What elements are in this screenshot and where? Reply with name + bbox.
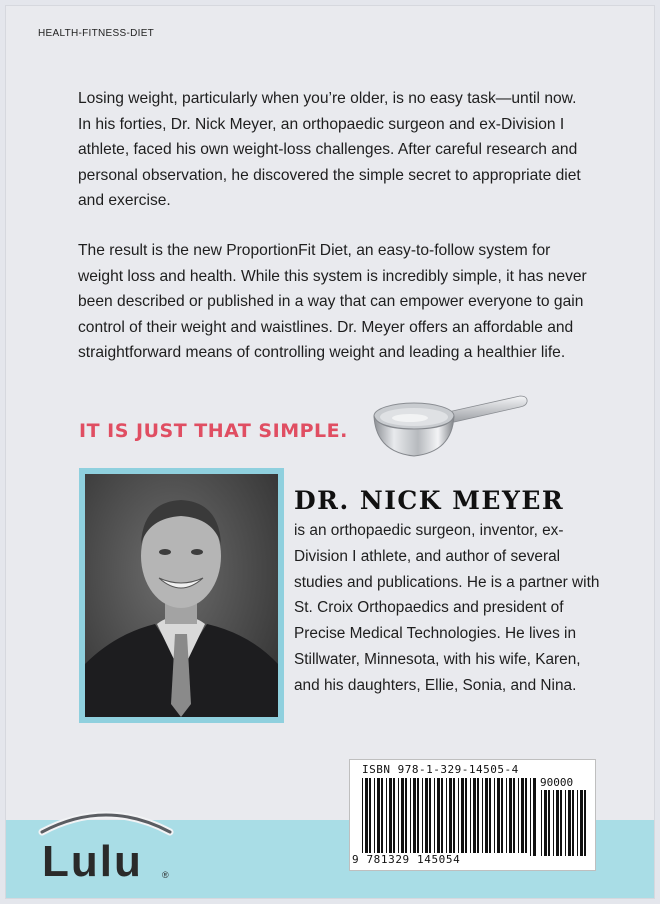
barcode-digits: 9 781329 145054 xyxy=(352,853,527,866)
author-portrait-illustration xyxy=(85,474,278,717)
author-name: DR. NICK MEYER xyxy=(294,486,565,515)
barcode-price-code: 90000 xyxy=(540,776,574,789)
author-photo-frame xyxy=(79,468,284,723)
description-paragraph-1: Losing weight, particularly when you’re older, is no easy task—until now. In his forties, Dr. Nick Meyer, an orthopaedic surgeon and ex-Division I athlete, faced his own weight-loss challenges. After careful research and personal observation, he discovered the simple secret to appropriate diet and exercise. xyxy=(78,90,581,210)
isbn-barcode xyxy=(349,759,596,871)
category-label: HEALTH-FITNESS-DIET xyxy=(38,28,155,39)
barcode-addon-bars xyxy=(541,790,591,856)
back-cover xyxy=(6,6,654,898)
author-bio: is an orthopaedic surgeon, inventor, ex-Division I athlete, and author of several studies and publications. He is a partner with St. Croix Orthopaedics and president of Precise Medical Technologies. He lives in Stillwater, Minnesota, with his wife, Karen, and his daughters, Ellie, Sonia, and Nina. xyxy=(294,522,600,694)
barcode-bars xyxy=(362,778,538,856)
measuring-cup-image xyxy=(370,390,530,464)
svg-text:®: ® xyxy=(162,870,169,880)
svg-text:Lulu: Lulu xyxy=(42,837,143,886)
lulu-logo xyxy=(36,802,186,886)
isbn-number: ISBN 978-1-329-14505-4 xyxy=(362,763,519,776)
description-paragraph-2: The result is the new ProportionFit Diet, an easy-to-follow system for weight loss and health. While this system is incredibly simple, it has never been described or published in a way that can empower everyone to gain control of their weight and waistlines. Dr. Meyer offers an affordable and straightforward means of controlling weight and leading a healthier life. xyxy=(78,242,587,362)
tagline: IT IS JUST THAT SIMPLE. xyxy=(79,420,348,442)
author-photo xyxy=(85,474,278,717)
